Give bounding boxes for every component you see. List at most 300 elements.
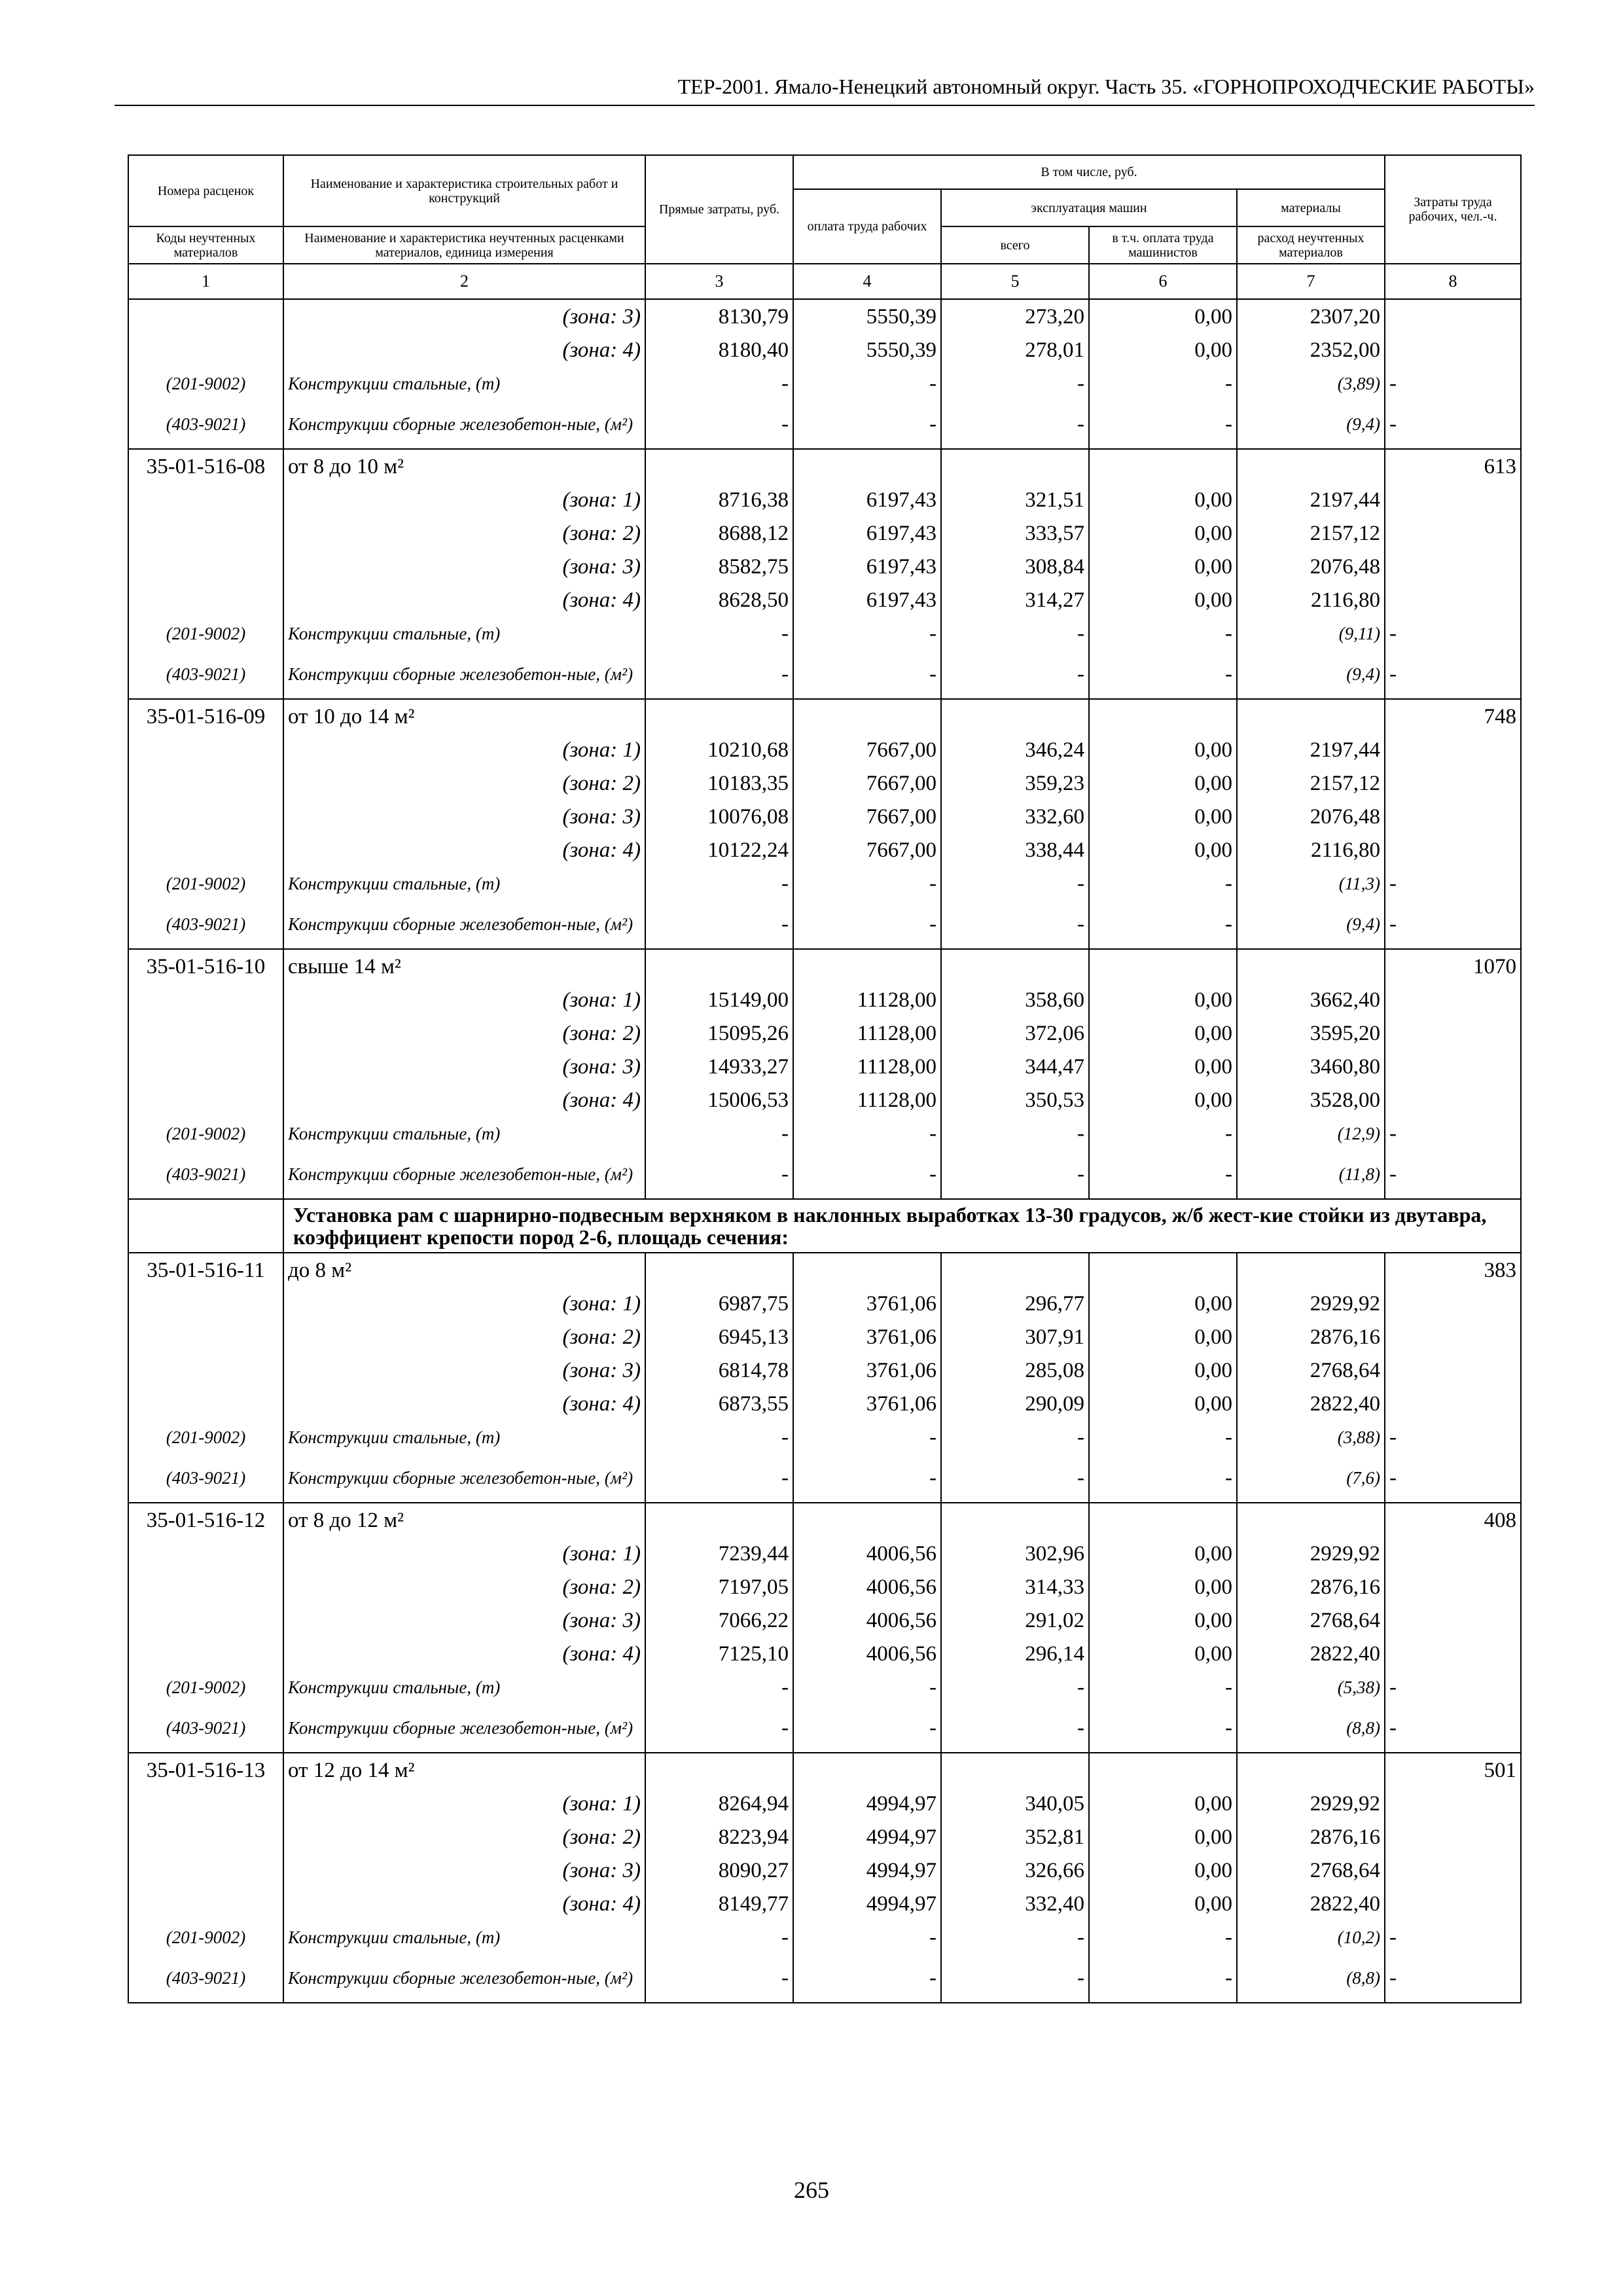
dash-cell: - (645, 367, 793, 400)
materials-cost: 2116,80 (1237, 833, 1385, 867)
material-code: (403-9021) (128, 1954, 283, 2003)
dash-cell: - (1089, 1954, 1237, 2003)
table-row (128, 650, 1521, 699)
zone-label: (зона: 1) (283, 1287, 645, 1320)
machinist-pay: 0,00 (1089, 1387, 1237, 1420)
direct-cost: 6945,13 (645, 1320, 793, 1354)
table-row (128, 449, 1521, 483)
zone-label: (зона: 1) (283, 1787, 645, 1820)
machinist-pay: 0,00 (1089, 516, 1237, 550)
dash-cell: - (793, 1420, 941, 1454)
labor-hours: 748 (1385, 699, 1521, 733)
empty-cell (1237, 1753, 1385, 1787)
zone-label: (зона: 4) (283, 1387, 645, 1420)
empty-cell (128, 333, 283, 367)
labor-hours: 1070 (1385, 949, 1521, 983)
zone-label: (зона: 1) (283, 983, 645, 1016)
empty-cell (128, 550, 283, 583)
labor-hours: 501 (1385, 1753, 1521, 1787)
table-row (128, 1854, 1521, 1887)
empty-cell (1385, 1083, 1521, 1117)
running-header: ТЕР-2001. Ямало-Ненецкий автономный округ. Часть 35. «ГОРНОПРОХОДЧЕСКИЕ РАБОТЫ» (677, 75, 1535, 98)
machines-total: 346,24 (941, 733, 1089, 766)
dash-cell: - (645, 1117, 793, 1150)
empty-cell (1385, 483, 1521, 516)
material-code: (201-9002) (128, 1420, 283, 1454)
table-row (128, 733, 1521, 766)
empty-cell (128, 1820, 283, 1854)
materials-cost: 2876,16 (1237, 1320, 1385, 1354)
materials-cost: 2116,80 (1237, 583, 1385, 617)
machines-total: 290,09 (941, 1387, 1089, 1420)
dash-cell: - (941, 650, 1089, 699)
empty-cell (128, 299, 283, 333)
labor-pay: 6197,43 (793, 550, 941, 583)
zone-label: (зона: 4) (283, 1083, 645, 1117)
materials-cost: 2768,64 (1237, 1854, 1385, 1887)
table-row (128, 699, 1521, 733)
table-row (128, 900, 1521, 949)
zone-label: (зона: 3) (283, 800, 645, 833)
table-row (128, 1787, 1521, 1820)
empty-cell (941, 1253, 1089, 1287)
dash-cell: - (793, 900, 941, 949)
machines-total: 333,57 (941, 516, 1089, 550)
dash-cell: - (1385, 617, 1521, 650)
dash-cell: - (645, 867, 793, 900)
material-quantity: (5,38) (1237, 1670, 1385, 1704)
dash-cell: - (793, 617, 941, 650)
labor-hours: 383 (1385, 1253, 1521, 1287)
material-code: (201-9002) (128, 1117, 283, 1150)
labor-pay: 6197,43 (793, 483, 941, 516)
labor-pay: 4006,56 (793, 1570, 941, 1604)
materials-cost: 2768,64 (1237, 1354, 1385, 1387)
dash-cell: - (1089, 650, 1237, 699)
empty-cell (128, 516, 283, 550)
empty-cell (1237, 699, 1385, 733)
labor-pay: 6197,43 (793, 583, 941, 617)
machinist-pay: 0,00 (1089, 1287, 1237, 1320)
material-name: Конструкции стальные, (т) (283, 367, 645, 400)
material-name: Конструкции стальные, (т) (283, 1920, 645, 1954)
dash-cell: - (793, 1454, 941, 1503)
dash-cell: - (941, 367, 1089, 400)
empty-cell (1385, 1387, 1521, 1420)
material-name: Конструкции сборные железобетон-ные, (м²) (283, 1150, 645, 1199)
machinist-pay: 0,00 (1089, 733, 1237, 766)
dash-cell: - (1385, 400, 1521, 449)
dash-cell: - (793, 1117, 941, 1150)
empty-cell (1385, 1016, 1521, 1050)
empty-cell (645, 949, 793, 983)
table-row (128, 1320, 1521, 1354)
labor-pay: 4006,56 (793, 1637, 941, 1670)
dash-cell: - (1089, 900, 1237, 949)
empty-cell (128, 766, 283, 800)
materials-cost: 2076,48 (1237, 800, 1385, 833)
rate-code: 35-01-516-11 (128, 1253, 283, 1287)
table-row (128, 1887, 1521, 1920)
dash-cell: - (1089, 867, 1237, 900)
col1-bottom-header: Коды неучтенных материалов (128, 226, 283, 264)
material-quantity: (9,11) (1237, 617, 1385, 650)
labor-pay: 11128,00 (793, 1050, 941, 1083)
material-code: (403-9021) (128, 1150, 283, 1199)
empty-cell (128, 1387, 283, 1420)
dash-cell: - (1089, 1454, 1237, 1503)
material-code: (201-9002) (128, 867, 283, 900)
dash-cell: - (1089, 1117, 1237, 1150)
machinist-pay: 0,00 (1089, 800, 1237, 833)
machinist-pay: 0,00 (1089, 983, 1237, 1016)
material-quantity: (8,8) (1237, 1704, 1385, 1753)
table-row (128, 1420, 1521, 1454)
empty-cell (1385, 583, 1521, 617)
direct-cost: 10183,35 (645, 766, 793, 800)
materials-cost: 2822,40 (1237, 1887, 1385, 1920)
empty-cell (941, 699, 1089, 733)
table-row (128, 1570, 1521, 1604)
material-quantity: (3,88) (1237, 1420, 1385, 1454)
direct-cost: 7066,22 (645, 1604, 793, 1637)
materials-cost: 2929,92 (1237, 1537, 1385, 1570)
labor-pay: 7667,00 (793, 833, 941, 867)
empty-cell (128, 1637, 283, 1670)
materials-cost: 2157,12 (1237, 766, 1385, 800)
direct-cost: 14933,27 (645, 1050, 793, 1083)
empty-cell (1385, 516, 1521, 550)
machines-total: 314,33 (941, 1570, 1089, 1604)
machines-total: 302,96 (941, 1537, 1089, 1570)
dash-cell: - (1089, 367, 1237, 400)
dash-cell: - (793, 1920, 941, 1954)
machines-total: 273,20 (941, 299, 1089, 333)
empty-cell (128, 1537, 283, 1570)
material-quantity: (11,8) (1237, 1150, 1385, 1199)
machines-total: 314,27 (941, 583, 1089, 617)
dash-cell: - (941, 900, 1089, 949)
empty-cell (1385, 1320, 1521, 1354)
material-name: Конструкции сборные железобетон-ные, (м²) (283, 900, 645, 949)
dash-cell: - (793, 1954, 941, 2003)
machines-total: 372,06 (941, 1016, 1089, 1050)
included-header: В том числе, руб. (793, 155, 1385, 189)
table-row (128, 766, 1521, 800)
col-number: 7 (1237, 264, 1385, 299)
materials-cost: 2157,12 (1237, 516, 1385, 550)
empty-cell (128, 1083, 283, 1117)
col4-header: оплата труда рабочих (793, 189, 941, 264)
col-number: 1 (128, 264, 283, 299)
table-row (128, 550, 1521, 583)
dash-cell: - (645, 1454, 793, 1503)
table-row (128, 1704, 1521, 1753)
material-quantity: (7,6) (1237, 1454, 1385, 1503)
empty-cell (1385, 1787, 1521, 1820)
zone-label: (зона: 3) (283, 1604, 645, 1637)
empty-cell (1385, 1887, 1521, 1920)
dash-cell: - (941, 1117, 1089, 1150)
empty-cell (128, 1887, 283, 1920)
empty-cell (1385, 1820, 1521, 1854)
machinist-pay: 0,00 (1089, 583, 1237, 617)
table-row (128, 483, 1521, 516)
table-row (128, 1920, 1521, 1954)
materials-cost: 2876,16 (1237, 1570, 1385, 1604)
labor-pay: 11128,00 (793, 1016, 941, 1050)
rate-code: 35-01-516-09 (128, 699, 283, 733)
direct-cost: 8130,79 (645, 299, 793, 333)
dash-cell: - (1385, 1454, 1521, 1503)
empty-cell (128, 1570, 283, 1604)
material-name: Конструкции сборные железобетон-ные, (м²) (283, 650, 645, 699)
empty-cell (1089, 449, 1237, 483)
machines-total: 340,05 (941, 1787, 1089, 1820)
materials-cost: 3662,40 (1237, 983, 1385, 1016)
machinist-pay: 0,00 (1089, 333, 1237, 367)
table-row (128, 1150, 1521, 1199)
col7-header: расход неучтенных материалов (1237, 226, 1385, 264)
rate-title: от 10 до 14 м² (283, 699, 645, 733)
machines-total: 307,91 (941, 1320, 1089, 1354)
empty-cell (1385, 766, 1521, 800)
machines-total: 350,53 (941, 1083, 1089, 1117)
dash-cell: - (1385, 1954, 1521, 2003)
table-row (128, 1354, 1521, 1387)
dash-cell: - (793, 867, 941, 900)
machinist-pay: 0,00 (1089, 1050, 1237, 1083)
dash-cell: - (645, 1704, 793, 1753)
material-quantity: (9,4) (1237, 900, 1385, 949)
material-code: (403-9021) (128, 900, 283, 949)
dash-cell: - (793, 1670, 941, 1704)
machines-total: 358,60 (941, 983, 1089, 1016)
machines-total: 296,77 (941, 1287, 1089, 1320)
machines-total: 308,84 (941, 550, 1089, 583)
dash-cell: - (941, 1954, 1089, 2003)
empty-cell (645, 1503, 793, 1537)
empty-cell (1385, 1354, 1521, 1387)
machinist-pay: 0,00 (1089, 1570, 1237, 1604)
machinist-pay: 0,00 (1089, 1887, 1237, 1920)
col8-header: Затраты труда рабочих, чел.-ч. (1385, 155, 1521, 264)
materials-cost: 3460,80 (1237, 1050, 1385, 1083)
materials-cost: 2822,40 (1237, 1387, 1385, 1420)
labor-pay: 4994,97 (793, 1887, 941, 1920)
direct-cost: 7239,44 (645, 1537, 793, 1570)
labor-pay: 3761,06 (793, 1387, 941, 1420)
materials-cost: 2929,92 (1237, 1287, 1385, 1320)
empty-cell (645, 449, 793, 483)
table-row (128, 800, 1521, 833)
empty-cell (128, 733, 283, 766)
materials-cost: 2822,40 (1237, 1637, 1385, 1670)
empty-cell (1089, 1503, 1237, 1537)
table-row (128, 516, 1521, 550)
zone-label: (зона: 3) (283, 1050, 645, 1083)
materials-cost: 2768,64 (1237, 1604, 1385, 1637)
dash-cell: - (793, 1150, 941, 1199)
empty-cell (1237, 449, 1385, 483)
col6-header: в т.ч. оплата труда машинистов (1089, 226, 1237, 264)
materials-cost: 2076,48 (1237, 550, 1385, 583)
zone-label: (зона: 1) (283, 1537, 645, 1570)
material-quantity: (10,2) (1237, 1920, 1385, 1954)
dash-cell: - (1385, 900, 1521, 949)
table-row (128, 1199, 1521, 1253)
table-row (128, 299, 1521, 333)
table-row (128, 333, 1521, 367)
machinist-pay: 0,00 (1089, 1637, 1237, 1670)
empty-cell (793, 1503, 941, 1537)
empty-cell (128, 1787, 283, 1820)
col-number: 6 (1089, 264, 1237, 299)
material-quantity: (8,8) (1237, 1954, 1385, 2003)
zone-label: (зона: 2) (283, 1820, 645, 1854)
dash-cell: - (941, 1420, 1089, 1454)
zone-label: (зона: 2) (283, 1570, 645, 1604)
dash-cell: - (1385, 1150, 1521, 1199)
rate-code: 35-01-516-10 (128, 949, 283, 983)
machines-total: 338,44 (941, 833, 1089, 867)
machinist-pay: 0,00 (1089, 1787, 1237, 1820)
dash-cell: - (941, 1150, 1089, 1199)
col2-bottom-header: Наименование и характеристика неучтенных расценками материалов, единица измерения (283, 226, 645, 264)
materials-cost: 2876,16 (1237, 1820, 1385, 1854)
table-row (128, 1537, 1521, 1570)
dash-cell: - (941, 1454, 1089, 1503)
machines-total: 352,81 (941, 1820, 1089, 1854)
labor-pay: 4006,56 (793, 1537, 941, 1570)
direct-cost: 8716,38 (645, 483, 793, 516)
table-row (128, 1287, 1521, 1320)
labor-pay: 3761,06 (793, 1354, 941, 1387)
empty-cell (1237, 1253, 1385, 1287)
dash-cell: - (645, 1920, 793, 1954)
materials-cost: 3595,20 (1237, 1016, 1385, 1050)
rate-code: 35-01-516-13 (128, 1753, 283, 1787)
machines-total: 359,23 (941, 766, 1089, 800)
table-row (128, 583, 1521, 617)
direct-cost: 8223,94 (645, 1820, 793, 1854)
table-row (128, 1954, 1521, 2003)
materials-cost: 2197,44 (1237, 733, 1385, 766)
table-row (128, 617, 1521, 650)
labor-pay: 11128,00 (793, 983, 941, 1016)
empty-cell (128, 1199, 283, 1253)
table-row (128, 1604, 1521, 1637)
material-code: (201-9002) (128, 1670, 283, 1704)
dash-cell: - (1385, 1420, 1521, 1454)
dash-cell: - (793, 650, 941, 699)
direct-cost: 8582,75 (645, 550, 793, 583)
material-code: (403-9021) (128, 400, 283, 449)
dash-cell: - (793, 1704, 941, 1753)
dash-cell: - (941, 400, 1089, 449)
empty-cell (793, 449, 941, 483)
zone-label: (зона: 2) (283, 1320, 645, 1354)
machinist-pay: 0,00 (1089, 1320, 1237, 1354)
dash-cell: - (1385, 1117, 1521, 1150)
material-name: Конструкции стальные, (т) (283, 617, 645, 650)
zone-label: (зона: 4) (283, 1887, 645, 1920)
direct-cost: 10210,68 (645, 733, 793, 766)
zone-label: (зона: 3) (283, 299, 645, 333)
empty-cell (1237, 949, 1385, 983)
material-code: (201-9002) (128, 367, 283, 400)
empty-cell (128, 1604, 283, 1637)
section-heading: Установка рам с шарнирно-подвесным верхняком в наклонных выработках 13-30 градусов, ж/б жест-кие стойки из двутавра, коэффициент крепости пород 2-6, площадь сечения: (283, 1199, 1521, 1253)
dash-cell: - (1385, 1920, 1521, 1954)
dash-cell: - (941, 617, 1089, 650)
material-code: (201-9002) (128, 617, 283, 650)
machines-total: 326,66 (941, 1854, 1089, 1887)
direct-cost: 10122,24 (645, 833, 793, 867)
empty-cell (793, 949, 941, 983)
machinist-pay: 0,00 (1089, 1354, 1237, 1387)
dash-cell: - (941, 1670, 1089, 1704)
col-number: 4 (793, 264, 941, 299)
table-row (128, 1117, 1521, 1150)
labor-pay: 7667,00 (793, 733, 941, 766)
dash-cell: - (941, 1920, 1089, 1954)
empty-cell (793, 1753, 941, 1787)
materials-cost: 2352,00 (1237, 333, 1385, 367)
direct-cost: 15095,26 (645, 1016, 793, 1050)
direct-cost: 7197,05 (645, 1570, 793, 1604)
materials-header: материалы (1237, 189, 1385, 226)
direct-cost: 8090,27 (645, 1854, 793, 1887)
material-code: (201-9002) (128, 1920, 283, 1954)
direct-cost: 6873,55 (645, 1387, 793, 1420)
dash-cell: - (645, 650, 793, 699)
table-row (128, 1670, 1521, 1704)
material-name: Конструкции стальные, (т) (283, 867, 645, 900)
zone-label: (зона: 1) (283, 483, 645, 516)
labor-pay: 3761,06 (793, 1287, 941, 1320)
material-name: Конструкции стальные, (т) (283, 1420, 645, 1454)
zone-label: (зона: 3) (283, 1854, 645, 1887)
machinist-pay: 0,00 (1089, 1016, 1237, 1050)
direct-cost: 10076,08 (645, 800, 793, 833)
machines-header: эксплуатация машин (941, 189, 1237, 226)
dash-cell: - (793, 400, 941, 449)
machines-total: 321,51 (941, 483, 1089, 516)
dash-cell: - (645, 400, 793, 449)
dash-cell: - (1385, 650, 1521, 699)
material-quantity: (9,4) (1237, 650, 1385, 699)
rate-title: до 8 м² (283, 1253, 645, 1287)
direct-cost: 7125,10 (645, 1637, 793, 1670)
dash-cell: - (1089, 1420, 1237, 1454)
machinist-pay: 0,00 (1089, 833, 1237, 867)
dash-cell: - (1089, 1150, 1237, 1199)
col-number: 3 (645, 264, 793, 299)
labor-pay: 4994,97 (793, 1854, 941, 1887)
machines-total: 285,08 (941, 1354, 1089, 1387)
dash-cell: - (645, 617, 793, 650)
dash-cell: - (1089, 1670, 1237, 1704)
dash-cell: - (645, 1954, 793, 2003)
labor-pay: 5550,39 (793, 299, 941, 333)
material-name: Конструкции стальные, (т) (283, 1117, 645, 1150)
machines-total: 332,60 (941, 800, 1089, 833)
empty-cell (1385, 550, 1521, 583)
rates-table (128, 154, 1522, 2003)
col-number: 2 (283, 264, 645, 299)
materials-cost: 2197,44 (1237, 483, 1385, 516)
